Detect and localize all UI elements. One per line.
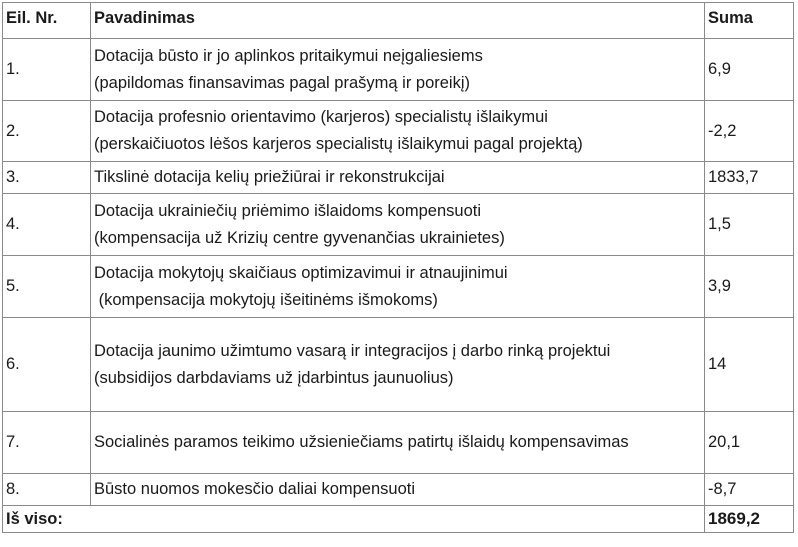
row-name-line: (subsidijos darbdaviams už įdarbintus jaunuolius) — [94, 368, 454, 387]
table-row — [3, 412, 794, 474]
table-row — [3, 256, 794, 318]
row-name-line: Dotacija mokytojų skaičiaus optimizavimui ir atnaujinimui — [94, 263, 508, 282]
header-row — [3, 3, 794, 39]
row-name-line: (perskaičiuotos lėšos karjeros specialistų išlaikymui pagal projektą) — [94, 135, 583, 153]
table-row — [3, 318, 794, 412]
total-row — [3, 506, 794, 533]
row-name-line: (kompensacija mokytojų išeitinėms išmokoms) — [94, 290, 438, 309]
total-sum: 1869,2 — [705, 506, 794, 533]
row-name-line: Dotacija ukrainiečių priėmimo išlaidoms kompensuoti — [94, 201, 481, 220]
row-number: 5. — [3, 256, 91, 318]
table-row — [3, 39, 794, 101]
row-name — [91, 318, 705, 412]
row-number: 1. — [3, 39, 91, 101]
table-row — [3, 474, 794, 506]
header-sum: Suma — [705, 3, 794, 39]
row-number: 2. — [3, 101, 91, 162]
table-row — [3, 194, 794, 256]
total-label: Iš viso: — [3, 506, 705, 533]
header-number: Eil. Nr. — [3, 3, 91, 39]
row-name — [91, 39, 705, 101]
header-name: Pavadinimas — [91, 3, 705, 39]
row-number: 4. — [3, 194, 91, 256]
row-sum: 20,1 — [705, 412, 794, 474]
row-name — [91, 474, 705, 506]
row-sum: -2,2 — [705, 101, 794, 162]
row-number: 7. — [3, 412, 91, 474]
table-row — [3, 101, 794, 162]
row-sum: -8,7 — [705, 474, 794, 506]
row-name — [91, 162, 705, 194]
row-sum: 1833,7 — [705, 162, 794, 194]
row-name-line: Dotacija profesnio orientavimo (karjeros) specialistų išlaikymui — [94, 108, 548, 126]
table-row — [3, 162, 794, 194]
row-name-line: Dotacija būsto ir jo aplinkos pritaikymui neįgaliesiems — [94, 46, 483, 65]
row-number: 8. — [3, 474, 91, 506]
row-name — [91, 101, 705, 162]
row-number: 3. — [3, 162, 91, 194]
row-name — [91, 412, 705, 474]
row-sum: 1,5 — [705, 194, 794, 256]
row-name-line: (kompensacija už Krizių centre gyvenančias ukrainietes) — [94, 228, 505, 247]
row-name-line: Tikslinė dotacija kelių priežiūrai ir rekonstrukcijai — [94, 168, 445, 186]
row-name-line: Dotacija jaunimo užimtumo vasarą ir integracijos į darbo rinką projektui — [94, 341, 611, 360]
row-sum: 6,9 — [705, 39, 794, 101]
row-sum: 3,9 — [705, 256, 794, 318]
row-name-line: Socialinės paramos teikimo užsieniečiams patirtų išlaidų kompensavimas — [94, 433, 629, 451]
row-name — [91, 256, 705, 318]
row-name — [91, 194, 705, 256]
row-number: 6. — [3, 318, 91, 412]
row-sum: 14 — [705, 318, 794, 412]
allocation-table — [2, 2, 794, 533]
row-name-line: (papildomas finansavimas pagal prašymą ir poreikį) — [94, 73, 470, 92]
row-name-line: Būsto nuomos mokesčio daliai kompensuoti — [94, 480, 416, 498]
